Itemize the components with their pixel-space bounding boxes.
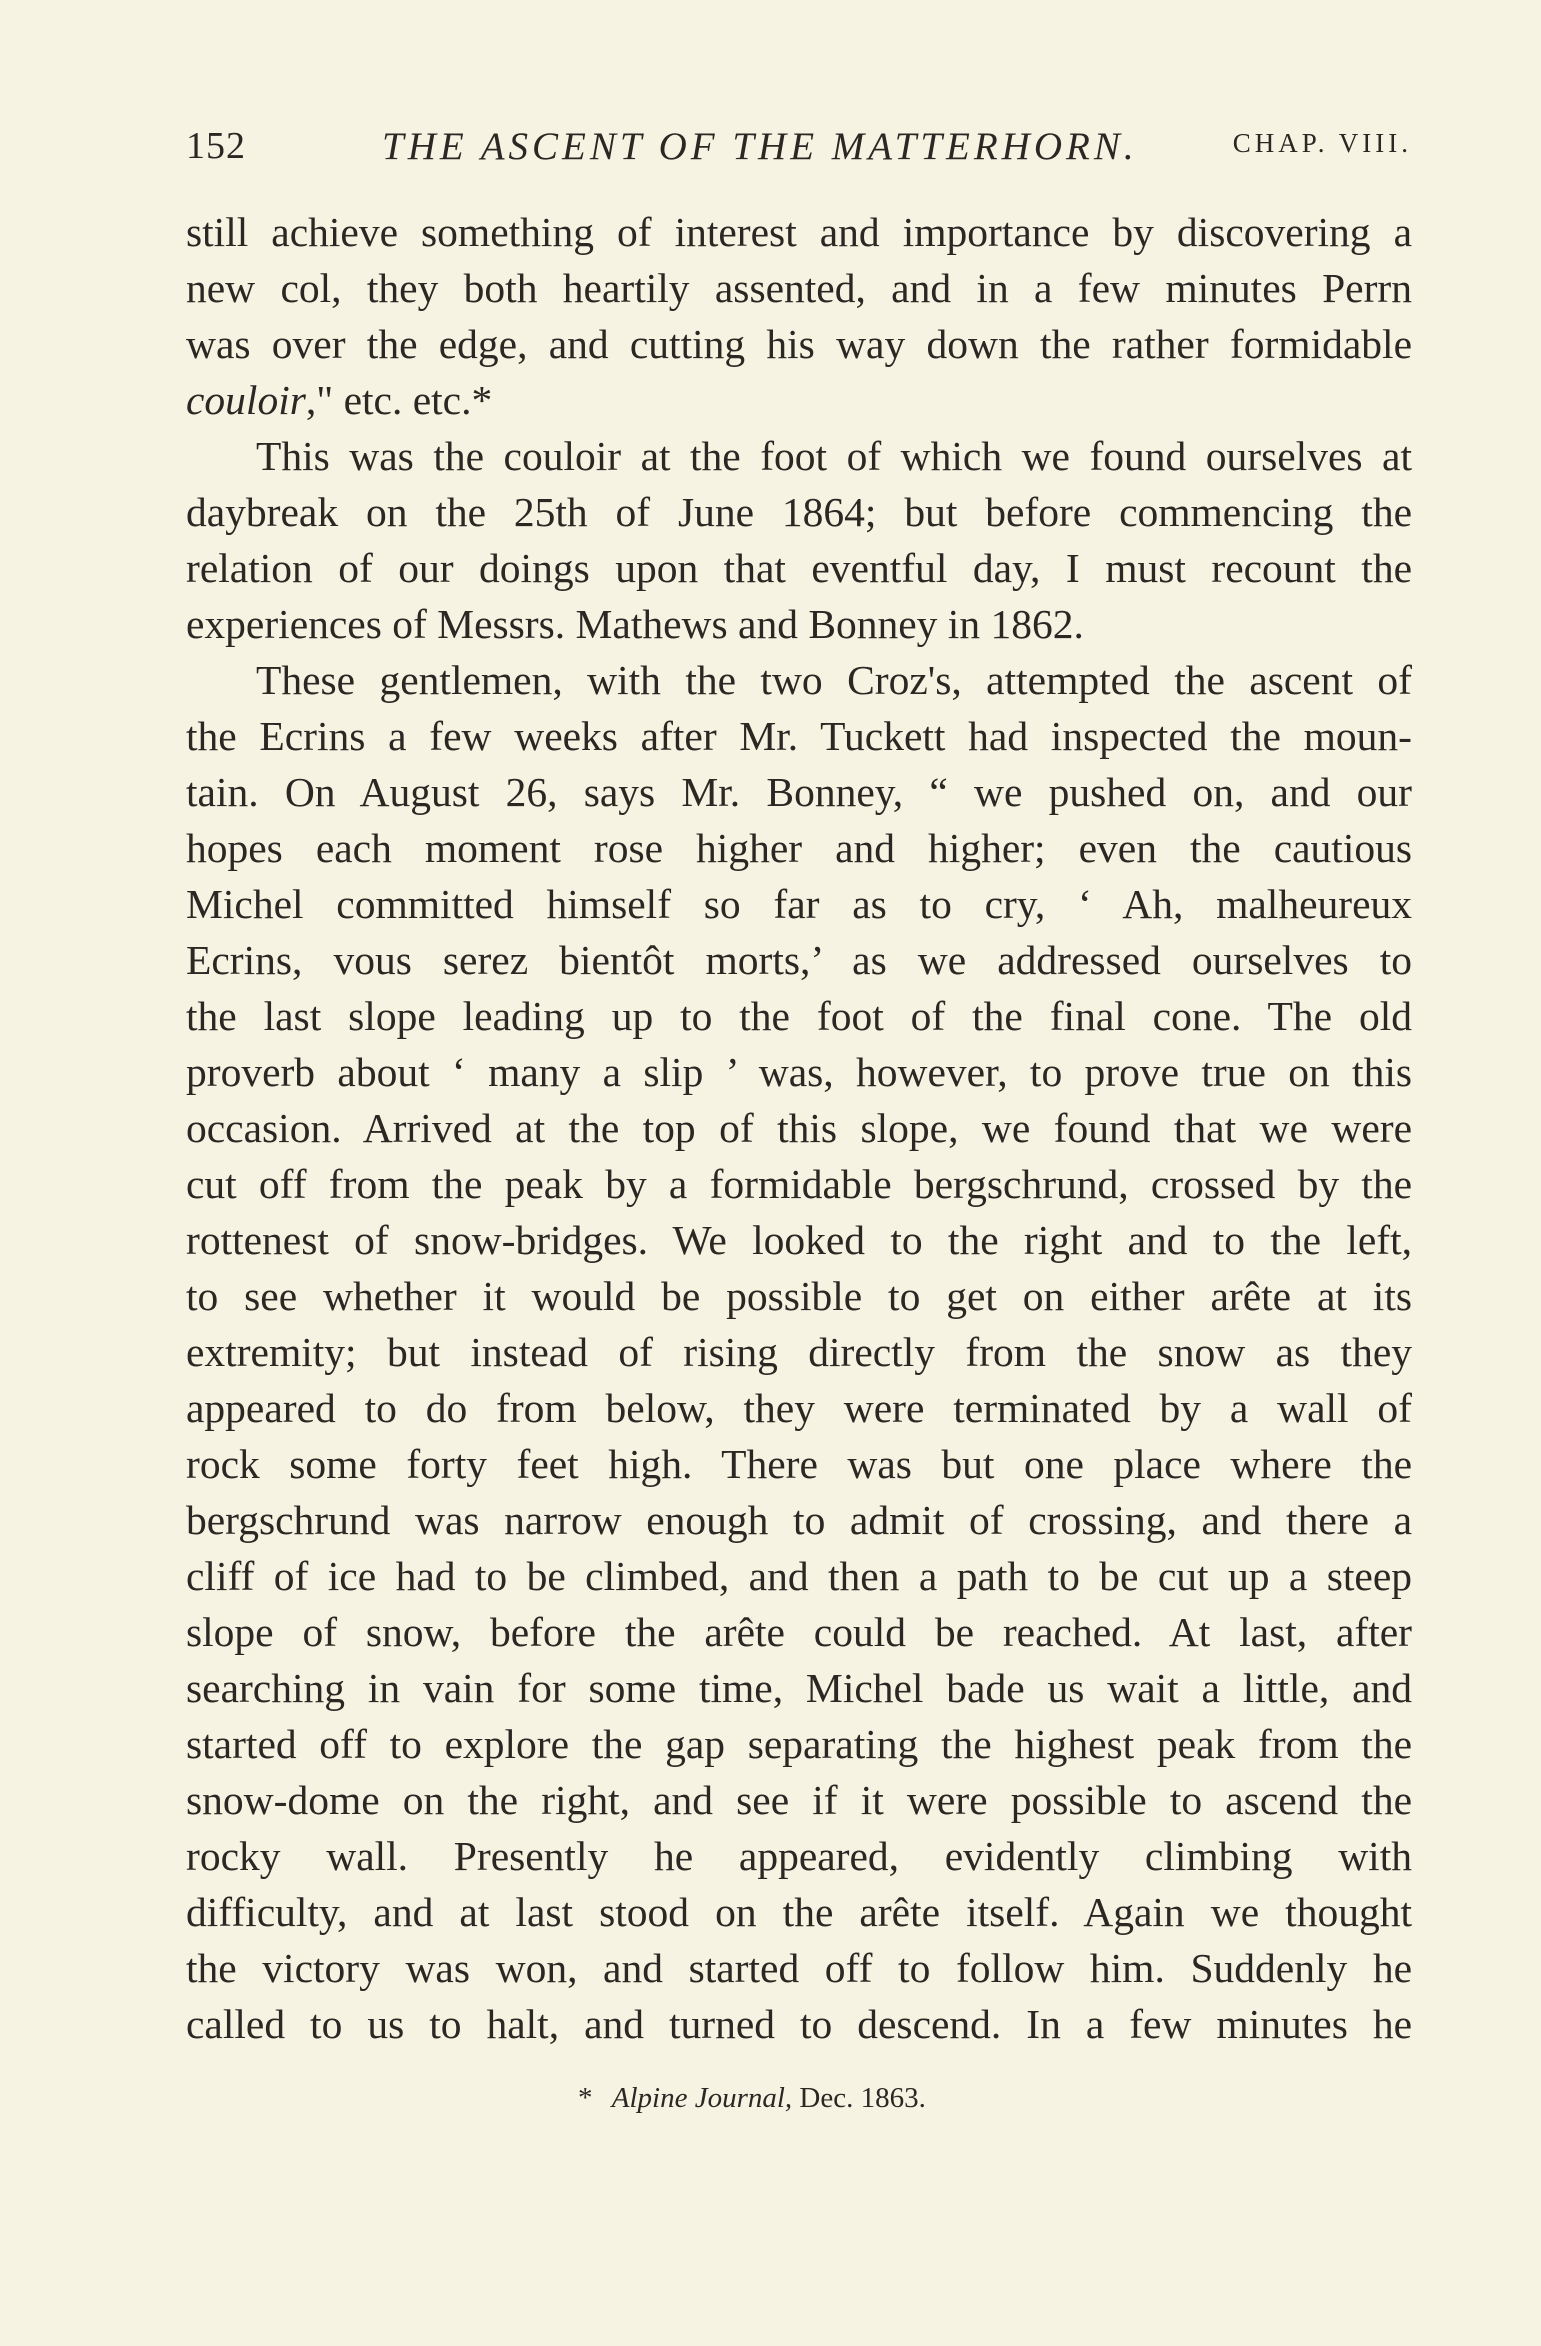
text-line: still achieve something of interest and importance by discovering a <box>186 209 1412 255</box>
text-line: the victory was won, and started off to follow him. Suddenly he <box>186 1945 1412 1991</box>
text-line: tain. On August 26, says Mr. Bonney, “ we pushed on, and our <box>186 769 1412 815</box>
text-line: to see whether it would be possible to get on either arête at its <box>186 1273 1412 1319</box>
text-line: was over the edge, and cutting his way down the rather formidable <box>186 321 1412 367</box>
text-line: cliff of ice had to be climbed, and then a path to be cut up a steep <box>186 1553 1412 1599</box>
text-line: couloir," etc. etc.* <box>186 377 493 423</box>
text-line: occasion. Arrived at the top of this slope, we found that we were <box>186 1105 1412 1151</box>
text-line: proverb about ‘ many a slip ’ was, however, to prove true on this <box>186 1049 1412 1095</box>
text-line: hopes each moment rose higher and higher; even the cautious <box>186 825 1412 871</box>
text-line: searching in vain for some time, Michel bade us wait a little, and <box>186 1665 1412 1711</box>
text-line: cut off from the peak by a formidable bergschrund, crossed by the <box>186 1161 1412 1207</box>
running-title: THE ASCENT OF THE MATTERHORN. <box>382 125 1138 168</box>
chapter-label: CHAP. VIII. <box>1232 128 1412 158</box>
text-line: bergschrund was narrow enough to admit of crossing, and there a <box>186 1497 1412 1543</box>
text-line: Ecrins, vous serez bientôt morts,’ as we addressed ourselves to <box>186 937 1412 983</box>
text-line: rock some forty feet high. There was but one place where the <box>186 1441 1412 1487</box>
text-line: appeared to do from below, they were terminated by a wall of <box>186 1385 1412 1431</box>
text-line: called to us to halt, and turned to descend. In a few minutes he <box>186 2001 1412 2047</box>
text-line: snow-dome on the right, and see if it were possible to ascend the <box>186 1777 1412 1823</box>
text-line: relation of our doings upon that eventful day, I must recount the <box>186 545 1412 591</box>
text-line: difficulty, and at last stood on the arête itself. Again we thought <box>186 1889 1412 1935</box>
paragraph-start-line: This was the couloir at the foot of which we found ourselves at <box>256 433 1412 479</box>
page-number: 152 <box>186 125 246 167</box>
text-line: daybreak on the 25th of June 1864; but before commencing the <box>186 489 1412 535</box>
text-line: experiences of Messrs. Mathews and Bonney in 1862. <box>186 601 1084 647</box>
text-line: started off to explore the gap separating the highest peak from the <box>186 1721 1412 1767</box>
paragraph-start-line: These gentlemen, with the two Croz's, attempted the ascent of <box>256 657 1412 703</box>
footnote-source: Alpine Journal, <box>611 2082 793 2114</box>
page-header <box>186 124 1412 180</box>
text-line: Michel committed himself so far as to cry, ‘ Ah, malheureux <box>186 881 1412 927</box>
italic-word: couloir <box>186 377 306 423</box>
text-line: the last slope leading up to the foot of the final cone. The old <box>186 993 1412 1039</box>
text-line: rottenest of snow-bridges. We looked to the right and to the left, <box>186 1217 1412 1263</box>
text-line: the Ecrins a few weeks after Mr. Tuckett had inspected the moun- <box>186 713 1412 759</box>
footnote-marker: * <box>578 2082 593 2114</box>
text-line: new col, they both heartily assented, and in a few minutes Perrn <box>186 265 1412 311</box>
text-line: rocky wall. Presently he appeared, evidently climbing with <box>186 1833 1412 1879</box>
footnote-date: Dec. 1863. <box>799 2082 926 2114</box>
footnote <box>578 2082 926 2115</box>
text-line: extremity; but instead of rising directly from the snow as they <box>186 1329 1412 1375</box>
body-text <box>186 204 1412 2052</box>
text-line: slope of snow, before the arête could be reached. At last, after <box>186 1609 1412 1655</box>
